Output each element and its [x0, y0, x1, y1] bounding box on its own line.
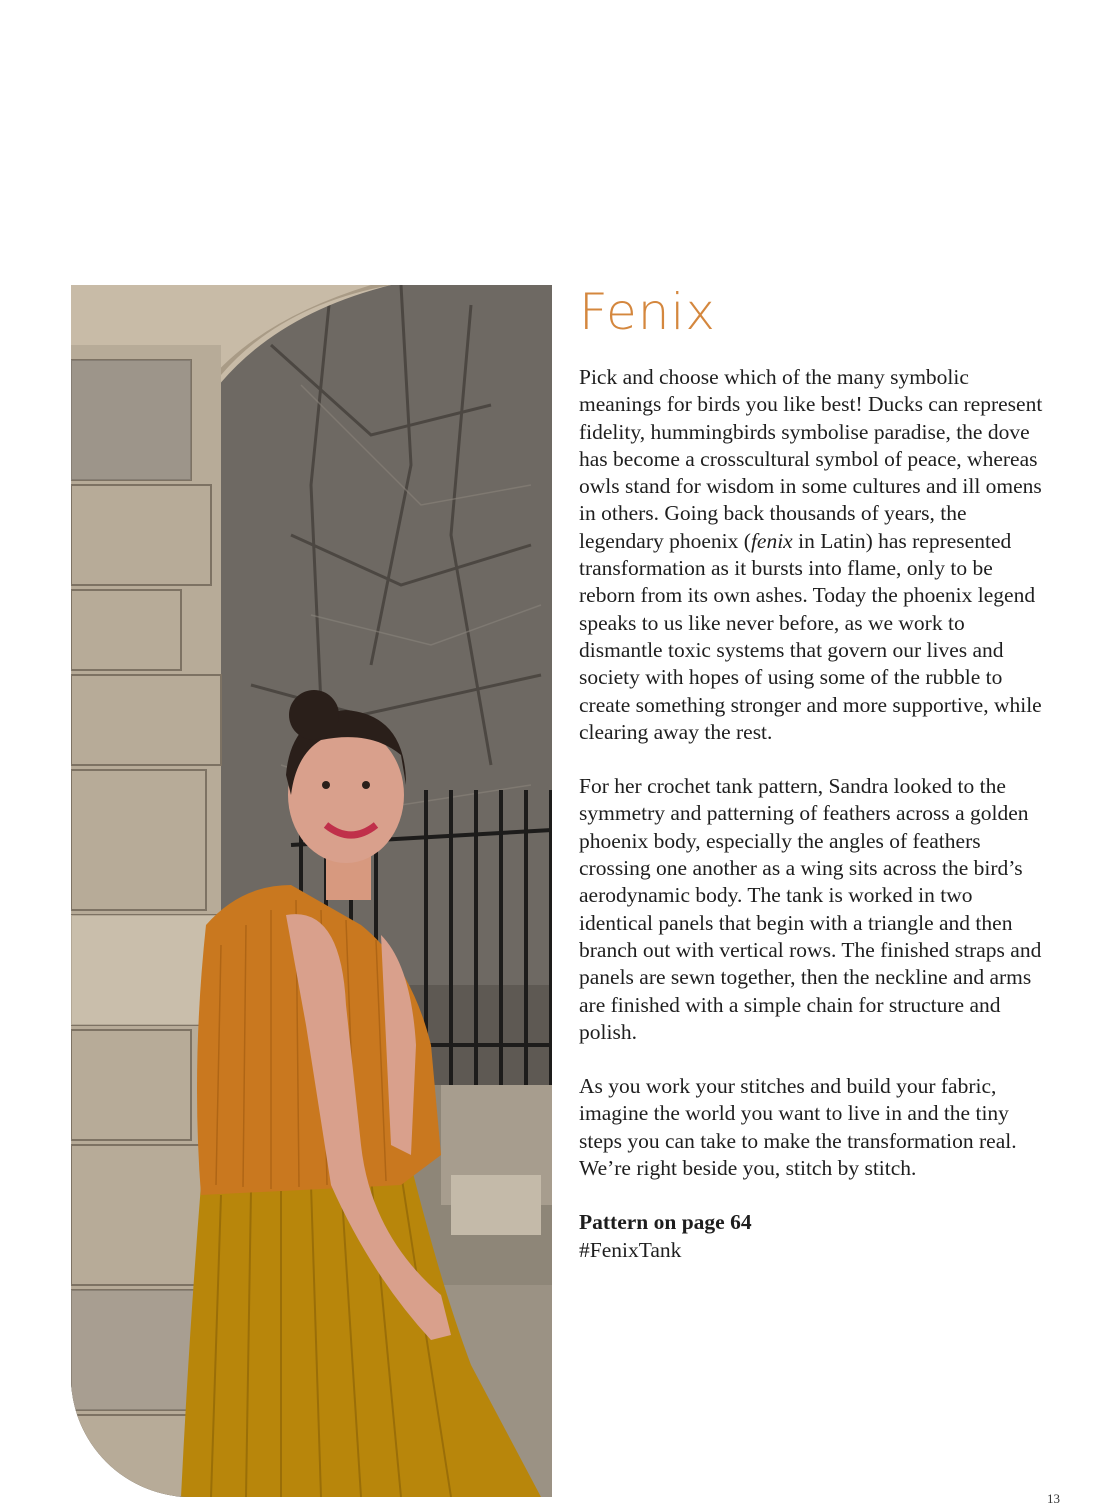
closing-paragraph: As you work your stitches and build your fabric, imagine the world you want to live in and the tiny steps you can take to make the transformation real. We’re right beside you, stitch by stitch.: [579, 1074, 1017, 1181]
article-text: [579, 282, 1049, 1264]
model-photo: [71, 285, 552, 1497]
design-paragraph: For her crochet tank pattern, Sandra looked to the symmetry and patterning of feathers across a golden phoenix body, especially the angles of feathers crossing one another as a wing sits across the bird’s aerodynamic body. The tank is worked in two identical panels that begin with a triangle and then branch out with vertical rows. The finished straps and panels are sewn together, then the neckline and arms are finished with a simple chain for structure and polish.: [579, 774, 1042, 1044]
hashtag: #FenixTank: [579, 1237, 682, 1262]
intro-paragraph: [579, 364, 1049, 746]
article-title: Fenix: [579, 283, 716, 341]
intro-paragraph-start: Pick and choose which of the many symbolic meanings for birds you like best! Ducks can represent fidelity, hummingbirds symbolise paradise, the dove has become a crosscultural symbol of peace, whereas owls stand for wisdom in some cultures and ill omens in others. Going back thousands of years, the legendary phoenix (: [579, 365, 1043, 553]
intro-paragraph-end: in Latin) has represented transformation as it bursts into flame, only to be reborn from its own ashes. Today the phoenix legend speaks to us like never before, as we work to dismantle toxic systems that govern our lives and society with hopes of using some of the rubble to create something stronger and more supportive, while clearing away the rest.: [579, 528, 1042, 744]
latin-term: fenix: [750, 528, 793, 553]
photo-illustration: [71, 285, 552, 1497]
pattern-reference: Pattern on page 64: [579, 1210, 752, 1235]
page-number: 13: [1047, 1491, 1060, 1506]
